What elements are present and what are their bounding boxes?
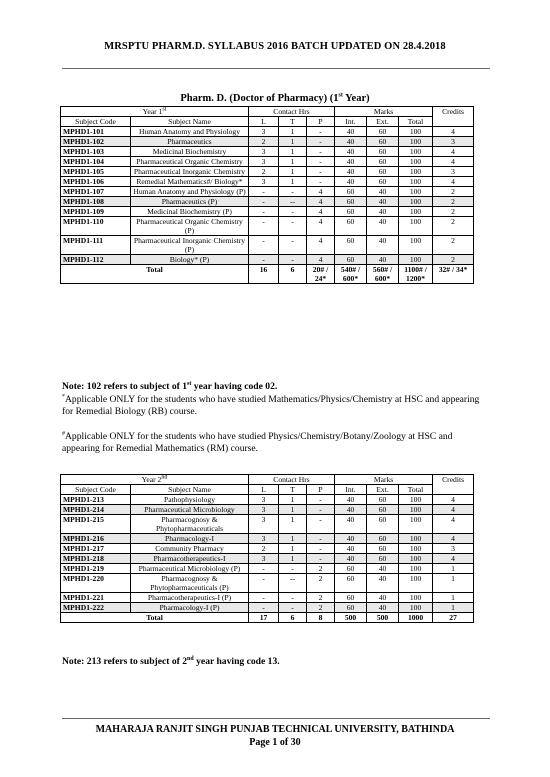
table-cell: 2: [307, 574, 335, 593]
table-cell: --: [279, 197, 307, 207]
year2-col-header: Ext.: [367, 485, 399, 495]
table-cell: 4: [433, 495, 474, 505]
table-row: [61, 157, 474, 167]
table-cell: 4: [433, 505, 474, 515]
table-cell: 60: [367, 147, 399, 157]
subject-name: Community Pharmacy: [131, 544, 249, 554]
table-cell: 100: [399, 177, 433, 187]
table-cell: 3: [433, 544, 474, 554]
year2-credits-heading: Credits: [433, 475, 474, 495]
table-cell: 60: [335, 197, 367, 207]
table-cell: 1: [279, 495, 307, 505]
table-cell: 60: [335, 574, 367, 593]
table-cell: 100: [399, 217, 433, 236]
table-cell: 40: [367, 236, 399, 255]
table-cell: 4: [307, 217, 335, 236]
table-cell: 2: [433, 255, 474, 265]
year2-col-header: Int.: [335, 485, 367, 495]
table-cell: 4: [433, 147, 474, 157]
table-row: [61, 177, 474, 187]
table-cell: 60: [367, 495, 399, 505]
year1-col-header: T: [279, 117, 307, 127]
table-cell: 2: [433, 236, 474, 255]
table-row: [61, 544, 474, 554]
table-cell: -: [279, 603, 307, 613]
table-row: [61, 564, 474, 574]
year1-head-text: Year 1: [142, 107, 163, 116]
year1-table: [60, 106, 474, 284]
table-cell: -: [279, 564, 307, 574]
subject-name: Biology* (P): [131, 255, 249, 265]
table-cell: -: [307, 534, 335, 544]
subject-name: Pharmacology-I (P): [131, 603, 249, 613]
table-cell: 1: [433, 564, 474, 574]
table-cell: 3: [249, 515, 279, 534]
table-cell: 60: [335, 217, 367, 236]
year2-marks-heading: Marks: [335, 475, 433, 485]
total-value: 1100# / 1200*: [399, 265, 433, 284]
table-cell: 60: [335, 593, 367, 603]
table-cell: 100: [399, 157, 433, 167]
year1-marks-heading: Marks: [335, 107, 433, 117]
table-cell: 1: [279, 554, 307, 564]
table-cell: --: [279, 574, 307, 593]
table-cell: 2: [249, 167, 279, 177]
subject-code: MPHD1-112: [61, 255, 131, 265]
table-cell: 4: [307, 207, 335, 217]
note1-a: Note: 102 refers to subject of 1: [62, 381, 188, 392]
subject-name: Pharmacognosy & Phytopharmaceuticals (P): [131, 574, 249, 593]
table-cell: 4: [433, 127, 474, 137]
subject-name: Pharmaceutical Organic Chemistry: [131, 157, 249, 167]
table-row: [61, 505, 474, 515]
table-row: [61, 515, 474, 534]
table-cell: 1: [279, 505, 307, 515]
table-cell: 60: [367, 127, 399, 137]
subject-code: MPHD1-221: [61, 593, 131, 603]
table-cell: 4: [433, 554, 474, 564]
table-cell: 100: [399, 167, 433, 177]
table-cell: 1: [279, 544, 307, 554]
subject-name: Pharmaceutical Inorganic Chemistry: [131, 167, 249, 177]
table-cell: 1: [279, 157, 307, 167]
table-cell: 100: [399, 593, 433, 603]
table-cell: 2: [249, 544, 279, 554]
table-cell: 2: [307, 593, 335, 603]
table-cell: 60: [367, 534, 399, 544]
total-value: 500: [367, 613, 399, 623]
table-cell: 1: [279, 177, 307, 187]
note-year1-code: [62, 381, 490, 393]
table-cell: 100: [399, 495, 433, 505]
note1-sup: st: [187, 380, 192, 387]
table-cell: 2: [307, 603, 335, 613]
table-cell: 60: [335, 564, 367, 574]
table-cell: 4: [433, 515, 474, 534]
table-row: [61, 593, 474, 603]
table-cell: 3: [249, 127, 279, 137]
subject-name: Remedial Mathematics#/ Biology*: [131, 177, 249, 187]
total-row: [61, 613, 474, 623]
year2-head-text: Year 2: [141, 475, 162, 484]
table-cell: 40: [335, 495, 367, 505]
table-cell: 100: [399, 505, 433, 515]
total-label: Total: [61, 265, 249, 284]
table-cell: 40: [335, 534, 367, 544]
table-cell: 40: [367, 217, 399, 236]
year2-body: [61, 495, 474, 623]
year1-col-header: Total: [399, 117, 433, 127]
total-value: 32# / 34*: [433, 265, 474, 284]
total-row: [61, 265, 474, 284]
year2-col-header: Total: [399, 485, 433, 495]
table-row: [61, 554, 474, 564]
title-end: Year): [342, 93, 370, 104]
table-cell: 3: [249, 495, 279, 505]
table-cell: -: [307, 177, 335, 187]
table-cell: -: [249, 187, 279, 197]
table-cell: -: [279, 217, 307, 236]
subject-code: MPHD1-110: [61, 217, 131, 236]
year1-body: [61, 127, 474, 284]
table-row: [61, 207, 474, 217]
table-row: [61, 255, 474, 265]
table-cell: 3: [249, 177, 279, 187]
table-row: [61, 147, 474, 157]
subject-code: MPHD1-214: [61, 505, 131, 515]
total-value: 16: [249, 265, 279, 284]
table-cell: 40: [335, 157, 367, 167]
subject-code: MPHD1-215: [61, 515, 131, 534]
table-row: [61, 603, 474, 613]
note2-mark: *: [62, 393, 65, 400]
year1-contact-heading: Contact Hrs: [249, 107, 335, 117]
table-cell: -: [307, 147, 335, 157]
year1-heading: [61, 107, 249, 117]
subject-name: Pharmaceutical Microbiology (P): [131, 564, 249, 574]
footer-page-number: Page 1 of 30: [249, 737, 301, 748]
table-cell: -: [249, 217, 279, 236]
table-cell: 40: [335, 544, 367, 554]
table-cell: 100: [399, 255, 433, 265]
note1-b: year having code 02.: [191, 381, 278, 392]
year2-head-sup: nd: [161, 474, 168, 481]
year1-col-header: Subject Code: [61, 117, 131, 127]
table-cell: -: [279, 255, 307, 265]
year2-table: [60, 474, 474, 623]
table-cell: 60: [335, 236, 367, 255]
table-row: [61, 574, 474, 593]
year1-credits-heading: Credits: [433, 107, 474, 127]
subject-code: MPHD1-222: [61, 603, 131, 613]
total-value: 560# / 600*: [367, 265, 399, 284]
table-cell: 40: [367, 574, 399, 593]
table-cell: 40: [335, 167, 367, 177]
table-cell: 100: [399, 603, 433, 613]
table-row: [61, 236, 474, 255]
table-cell: 100: [399, 137, 433, 147]
table-cell: 40: [367, 255, 399, 265]
table-cell: -: [249, 593, 279, 603]
year2-column-headers: [61, 485, 474, 495]
table-cell: -: [249, 236, 279, 255]
table-cell: 4: [307, 236, 335, 255]
subject-name: Pharmaceutical Inorganic Chemistry (P): [131, 236, 249, 255]
year1-column-headers: [61, 117, 474, 127]
subject-name: Pathophysiology: [131, 495, 249, 505]
table-cell: 40: [335, 137, 367, 147]
table-cell: 1: [279, 534, 307, 544]
subject-code: MPHD1-220: [61, 574, 131, 593]
note4-sup: nd: [187, 655, 194, 662]
total-value: 6: [279, 265, 307, 284]
table-cell: 60: [367, 505, 399, 515]
year2-heading: [61, 475, 249, 485]
table-cell: 60: [335, 255, 367, 265]
table-cell: -: [249, 574, 279, 593]
subject-code: MPHD1-213: [61, 495, 131, 505]
total-value: 27: [433, 613, 474, 623]
table-cell: -: [307, 554, 335, 564]
year2-contact-heading: Contact Hrs: [249, 475, 335, 485]
subject-code: MPHD1-102: [61, 137, 131, 147]
subject-name: Pharmacotherapeutics-I: [131, 554, 249, 564]
year1-col-header: Ext.: [367, 117, 399, 127]
table-row: [61, 197, 474, 207]
table-cell: 100: [399, 197, 433, 207]
table-cell: 1: [433, 603, 474, 613]
table-cell: 40: [335, 147, 367, 157]
table-cell: -: [307, 544, 335, 554]
table-cell: 1: [279, 137, 307, 147]
table-cell: -: [279, 187, 307, 197]
table-row: [61, 495, 474, 505]
subject-code: MPHD1-103: [61, 147, 131, 157]
table-cell: 2: [433, 217, 474, 236]
title-sup: st: [338, 92, 343, 99]
note3-mark: #: [62, 430, 65, 437]
note3-text: Applicable ONLY for the students who have studied Physics/Chemistry/Botany/Zoology at HSC and appearing for Remedial Mathematics (RM) course.: [62, 431, 453, 454]
table-cell: 40: [335, 515, 367, 534]
table-cell: 60: [367, 157, 399, 167]
total-value: 17: [249, 613, 279, 623]
subject-code: MPHD1-104: [61, 157, 131, 167]
table-cell: 100: [399, 534, 433, 544]
table-cell: 40: [335, 177, 367, 187]
table-cell: 40: [335, 505, 367, 515]
subject-name: Pharmacology-I: [131, 534, 249, 544]
table-cell: 4: [307, 197, 335, 207]
table-cell: 1: [279, 147, 307, 157]
subject-code: MPHD1-101: [61, 127, 131, 137]
table-cell: -: [279, 207, 307, 217]
table-cell: 60: [367, 515, 399, 534]
total-value: 500: [335, 613, 367, 623]
table-cell: 60: [367, 544, 399, 554]
table-row: [61, 534, 474, 544]
year1-head-sup: st: [162, 106, 167, 113]
table-cell: 40: [367, 593, 399, 603]
total-value: 20# / 24*: [307, 265, 335, 284]
title-main: Pharm. D. (Doctor of Pharmacy) (1: [180, 93, 339, 104]
table-cell: -: [307, 505, 335, 515]
table-cell: 100: [399, 236, 433, 255]
total-value: 6: [279, 613, 307, 623]
table-cell: 2: [433, 187, 474, 197]
table-cell: 100: [399, 127, 433, 137]
table-cell: 3: [249, 505, 279, 515]
table-cell: 4: [433, 177, 474, 187]
table-row: [61, 137, 474, 147]
table-cell: 100: [399, 574, 433, 593]
table-cell: 1: [279, 167, 307, 177]
page-header: MRSPTU PHARM.D. SYLLABUS 2016 BATCH UPDATED ON 28.4.2018: [104, 41, 446, 52]
total-value: 8: [307, 613, 335, 623]
subject-code: MPHD1-111: [61, 236, 131, 255]
table-cell: 60: [367, 167, 399, 177]
table-cell: -: [307, 495, 335, 505]
subject-code: MPHD1-219: [61, 564, 131, 574]
table-cell: 40: [335, 554, 367, 564]
table-cell: 3: [249, 554, 279, 564]
table-cell: -: [307, 515, 335, 534]
table-cell: 100: [399, 564, 433, 574]
table-cell: 1: [433, 593, 474, 603]
year2-col-header: Subject Name: [131, 485, 249, 495]
year1-col-header: Subject Name: [131, 117, 249, 127]
page-footer: [0, 723, 550, 749]
table-cell: 40: [335, 127, 367, 137]
year1-col-header: P: [307, 117, 335, 127]
year2-col-header: Subject Code: [61, 485, 131, 495]
table-cell: 4: [433, 157, 474, 167]
table-cell: 40: [367, 207, 399, 217]
table-cell: -: [249, 255, 279, 265]
header-divider: [62, 68, 490, 69]
table-row: [61, 127, 474, 137]
table-cell: 60: [335, 187, 367, 197]
table-cell: 60: [335, 603, 367, 613]
table-cell: 40: [367, 564, 399, 574]
table-cell: 100: [399, 544, 433, 554]
table-cell: 2: [249, 137, 279, 147]
table-cell: -: [279, 593, 307, 603]
subject-code: MPHD1-218: [61, 554, 131, 564]
table-cell: -: [307, 137, 335, 147]
table-cell: 100: [399, 207, 433, 217]
table-cell: 60: [367, 177, 399, 187]
subject-name: Pharmaceutics: [131, 137, 249, 147]
subject-name: Human Anatomy and Physiology: [131, 127, 249, 137]
table-cell: 3: [249, 534, 279, 544]
table-cell: 3: [249, 157, 279, 167]
note-remedial-mathematics: [62, 431, 490, 455]
year2-col-header: L: [249, 485, 279, 495]
table-cell: 2: [433, 207, 474, 217]
table-cell: 3: [249, 147, 279, 157]
table-row: [61, 187, 474, 197]
table-cell: 1: [279, 515, 307, 534]
table-cell: 60: [367, 137, 399, 147]
table-cell: 100: [399, 147, 433, 157]
total-value: 1000: [399, 613, 433, 623]
subject-name: Pharmaceutical Microbiology: [131, 505, 249, 515]
subject-code: MPHD1-105: [61, 167, 131, 177]
table-cell: 3: [433, 137, 474, 147]
document-title: [0, 93, 550, 104]
table-cell: 2: [433, 197, 474, 207]
table-cell: 4: [307, 187, 335, 197]
note4-b: year having code 13.: [193, 656, 280, 667]
subject-code: MPHD1-106: [61, 177, 131, 187]
table-cell: 40: [367, 603, 399, 613]
table-cell: -: [249, 564, 279, 574]
table-cell: -: [307, 127, 335, 137]
note-year2-code: [62, 656, 490, 668]
table-row: [61, 167, 474, 177]
table-cell: 1: [433, 574, 474, 593]
table-cell: -: [249, 197, 279, 207]
table-cell: 40: [367, 187, 399, 197]
table-cell: 1: [279, 127, 307, 137]
table-cell: -: [279, 236, 307, 255]
subject-code: MPHD1-217: [61, 544, 131, 554]
subject-name: Medicinal Biochemistry: [131, 147, 249, 157]
total-value: 540# / 600*: [335, 265, 367, 284]
year1-col-header: L: [249, 117, 279, 127]
table-cell: 2: [307, 564, 335, 574]
table-cell: -: [307, 157, 335, 167]
table-cell: 100: [399, 554, 433, 564]
subject-code: MPHD1-109: [61, 207, 131, 217]
footer-divider: [62, 718, 490, 719]
year1-col-header: Int.: [335, 117, 367, 127]
subject-name: Pharmacognosy & Phytopharmaceuticals: [131, 515, 249, 534]
total-label: Total: [61, 613, 249, 623]
table-cell: -: [249, 603, 279, 613]
table-cell: 100: [399, 187, 433, 197]
subject-name: Human Anatomy and Physiology (P): [131, 187, 249, 197]
year2-col-header: T: [279, 485, 307, 495]
subject-name: Medicinal Biochemistry (P): [131, 207, 249, 217]
table-cell: 4: [307, 255, 335, 265]
table-cell: -: [249, 207, 279, 217]
table-cell: 60: [335, 207, 367, 217]
note4-a: Note: 213 refers to subject of 2: [62, 656, 188, 667]
note-remedial-biology: [62, 394, 490, 418]
subject-name: Pharmaceutics (P): [131, 197, 249, 207]
subject-name: Pharmacotherapeutics-I (P): [131, 593, 249, 603]
table-cell: 60: [367, 554, 399, 564]
subject-code: MPHD1-108: [61, 197, 131, 207]
subject-name: Pharmaceutical Organic Chemistry (P): [131, 217, 249, 236]
table-cell: 4: [433, 534, 474, 544]
table-cell: 100: [399, 515, 433, 534]
subject-code: MPHD1-216: [61, 534, 131, 544]
note2-text: Applicable ONLY for the students who have studied Mathematics/Physics/Chemistry at HSC and appearing for Remedial Biology (RB) course.: [62, 394, 480, 417]
subject-code: MPHD1-107: [61, 187, 131, 197]
year2-col-header: P: [307, 485, 335, 495]
table-cell: 3: [433, 167, 474, 177]
table-row: [61, 217, 474, 236]
table-cell: -: [307, 167, 335, 177]
table-cell: 40: [367, 197, 399, 207]
footer-university: MAHARAJA RANJIT SINGH PUNJAB TECHNICAL UNIVERSITY, BATHINDA: [95, 724, 455, 735]
